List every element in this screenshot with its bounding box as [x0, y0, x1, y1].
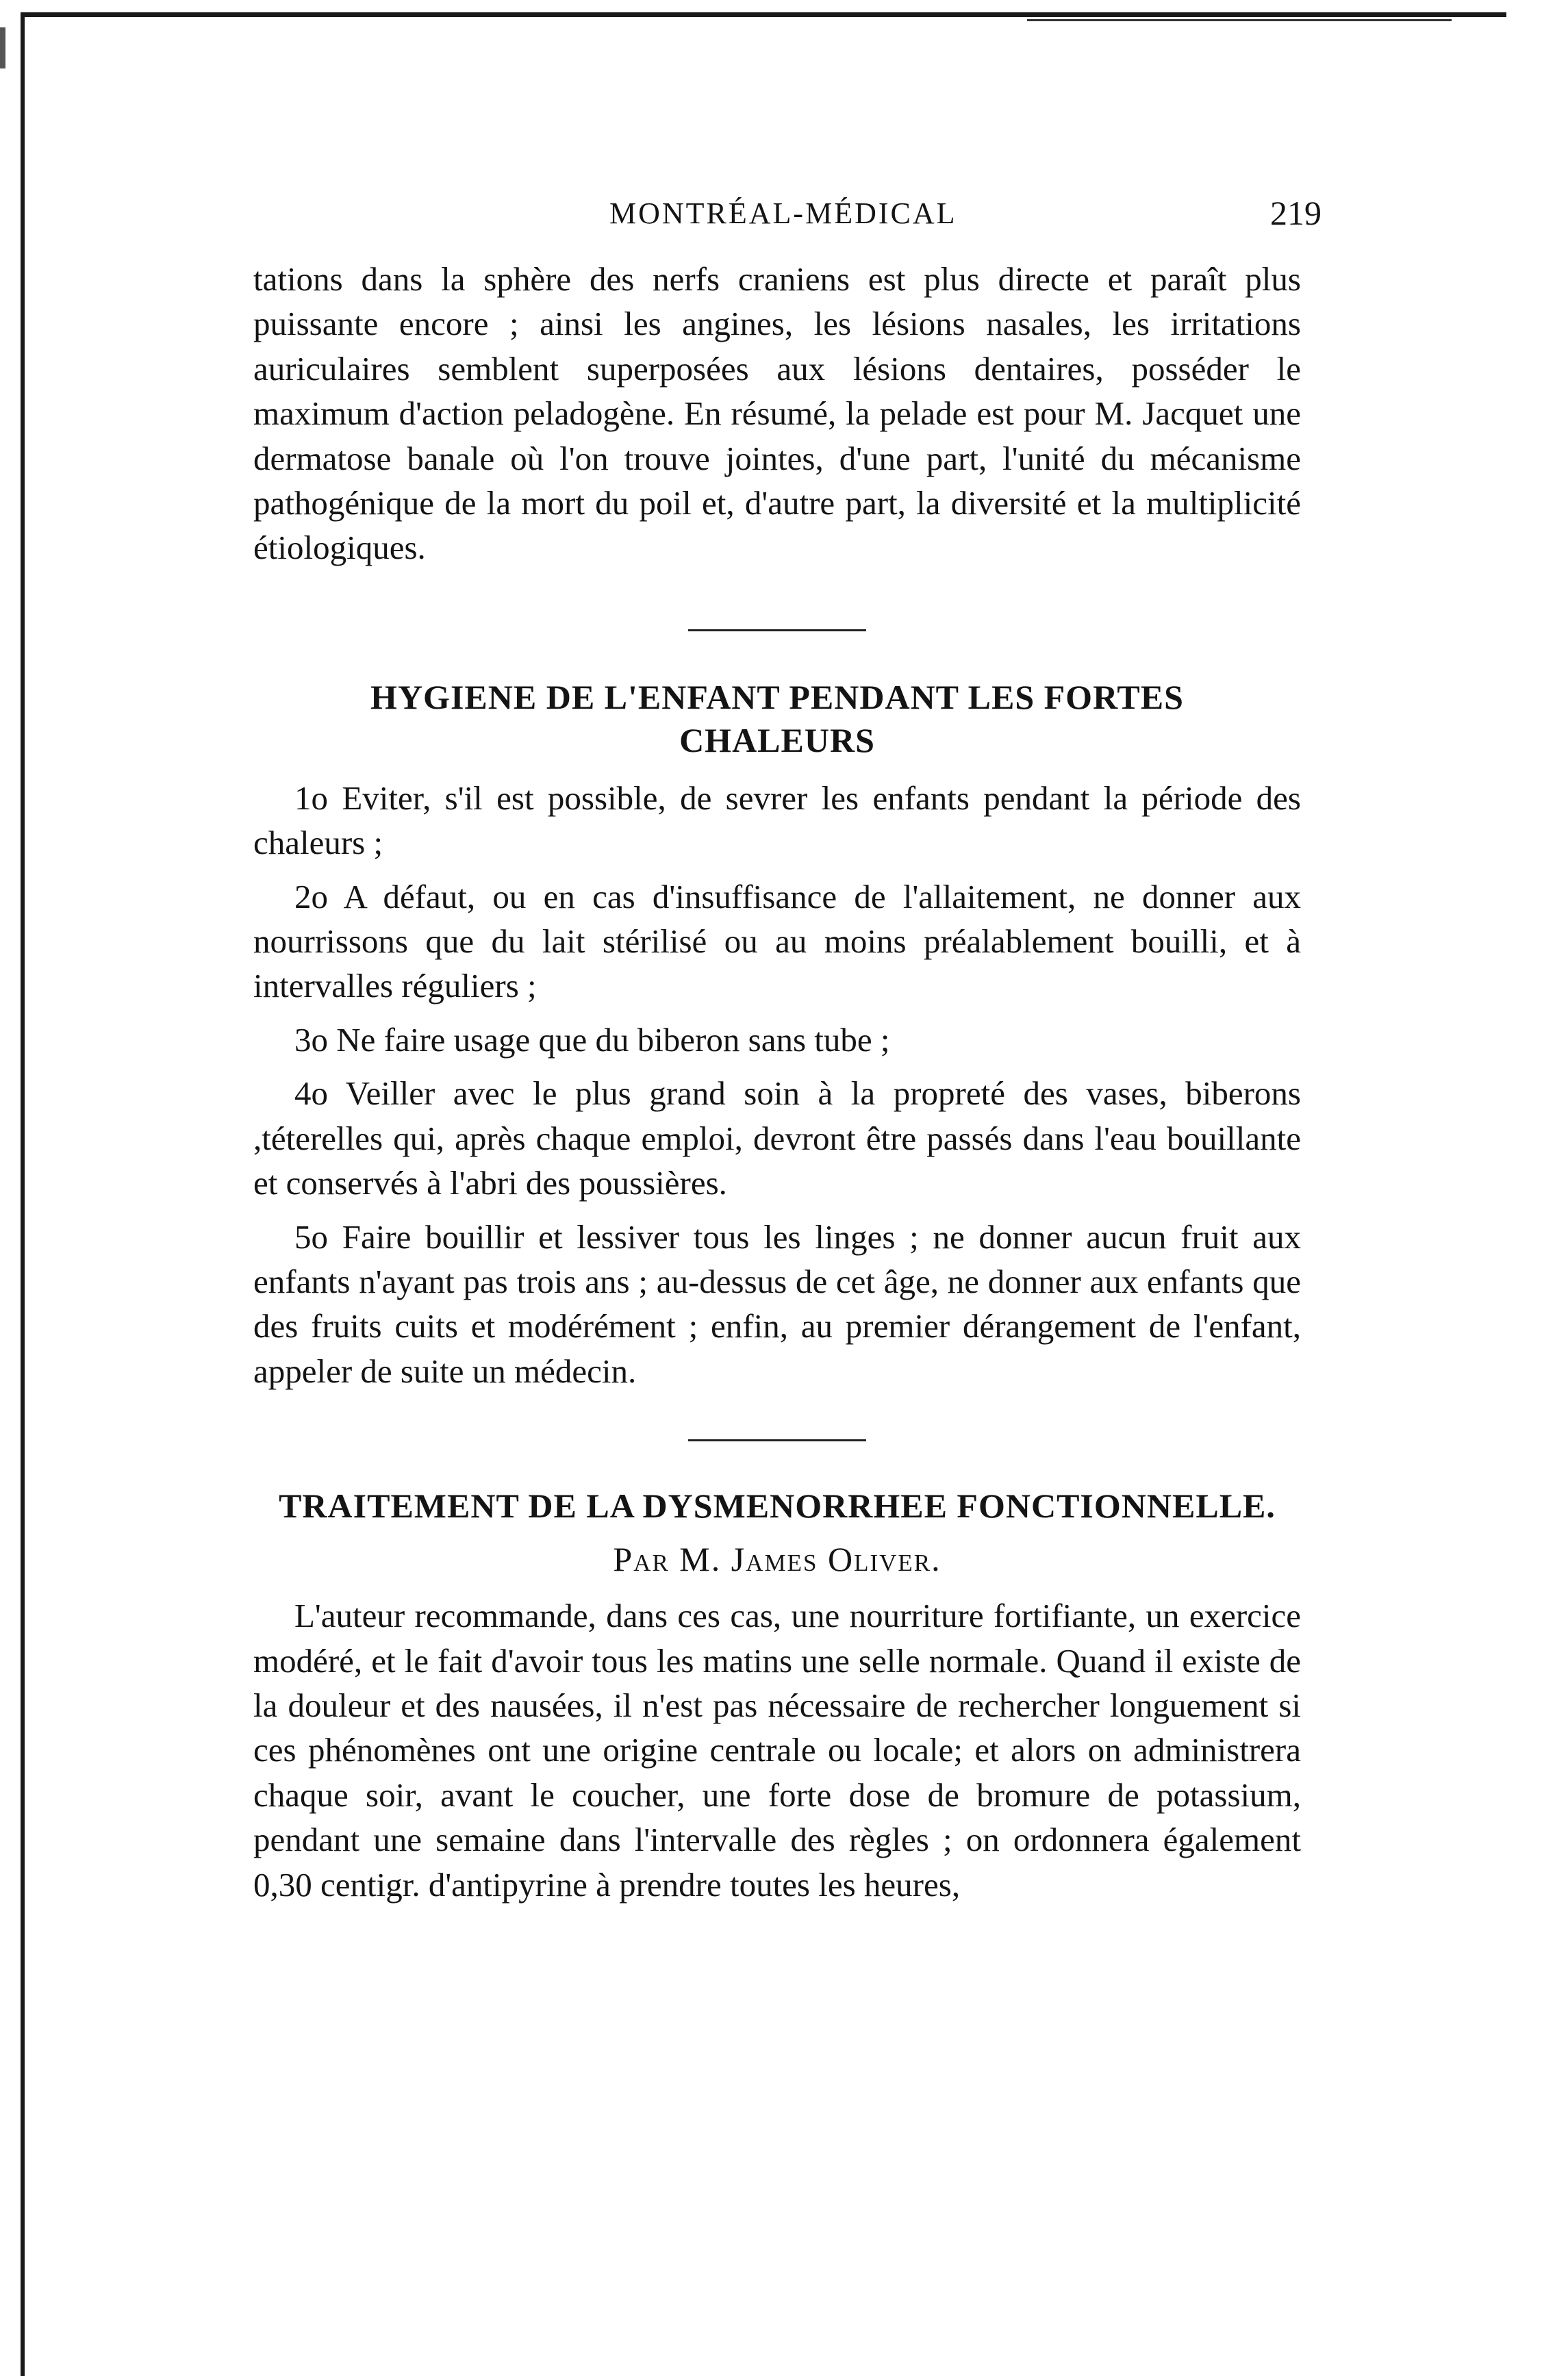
running-title: MONTRÉAL-MÉDICAL: [609, 197, 957, 230]
section-title: TRAITEMENT DE LA DYSMENORRHEE FONCTIONNELLE.: [279, 1487, 1276, 1526]
scan-border-top-mark: [1027, 19, 1452, 21]
list-item: 4o Veiller avec le plus grand soin à la propreté des vases, biberons ,téterelles qui, après chaque emploi, devront être passés dans l'eau bouillante et conservés à l'abri des poussières.: [253, 1074, 1301, 1202]
body-paragraph: L'auteur recommande, dans ces cas, une nourriture fortifiante, un exercice modéré, et le fait d'avoir tous les matins une selle normale. Quand il existe de la douleur et des nausées, il n'est pas nécessaire de rechercher longuement si ces phénomènes ont une origine centrale ou locale; et alors on administrera chaque soir, avant le coucher, une forte dose de bromure de potassium, pendant une semaine dans l'intervalle des règles ; on ordonnera également 0,30 centigr. d'antipyrine à prendre toutes les heures,: [253, 1597, 1301, 1904]
scan-border-left: [21, 12, 25, 2376]
list-item: 5o Faire bouillir et lessiver tous les linges ; ne donner aucun fruit aux enfants n'ayant pas trois ans ; au-dessus de cet âge, ne donner aux enfants que des fruits cuits et modérément ; enfin, au premier dérangement de l'enfant, appeler de suite un médecin.: [253, 1217, 1301, 1390]
page-body: [253, 257, 1301, 1907]
byline: Par M. James Oliver.: [613, 1540, 941, 1579]
section-title-line-1: HYGIENE DE L'ENFANT PENDANT LES FORTES: [370, 677, 1184, 716]
scan-border-left-mark: [0, 27, 5, 68]
section-title-line-2: CHALEURS: [679, 720, 875, 759]
list-item: 3o Ne faire usage que du biberon sans tube ;: [294, 1020, 890, 1059]
scan-border-top: [21, 12, 1506, 17]
list-item: 2o A défaut, ou en cas d'insuffisance de l'allaitement, ne donner aux nourrissons que du lait stérilisé ou au moins préalablement bouilli, et à intervalles réguliers ;: [253, 877, 1301, 1005]
page-header: [253, 193, 1322, 234]
page-number: 219: [1270, 194, 1322, 232]
section-divider: [688, 1439, 866, 1441]
list-item: 1o Eviter, s'il est possible, de sevrer les enfants pendant la période des chaleurs ;: [253, 779, 1301, 862]
intro-paragraph: tations dans la sphère des nerfs craniens est plus directe et paraît plus puissante encore ; ainsi les angines, les lésions nasales, les irritations auriculaires semblent superposées aux lésions dentaires, posséder le maximum d'action peladogène. En résumé, la pelade est pour M. Jacquet une dermatose banale où l'on trouve jointes, d'une part, l'unité du mécanisme pathogénique de la mort du poil et, d'autre part, la diversité et la multiplicité étiologiques.: [253, 260, 1301, 567]
section-divider: [688, 629, 866, 631]
